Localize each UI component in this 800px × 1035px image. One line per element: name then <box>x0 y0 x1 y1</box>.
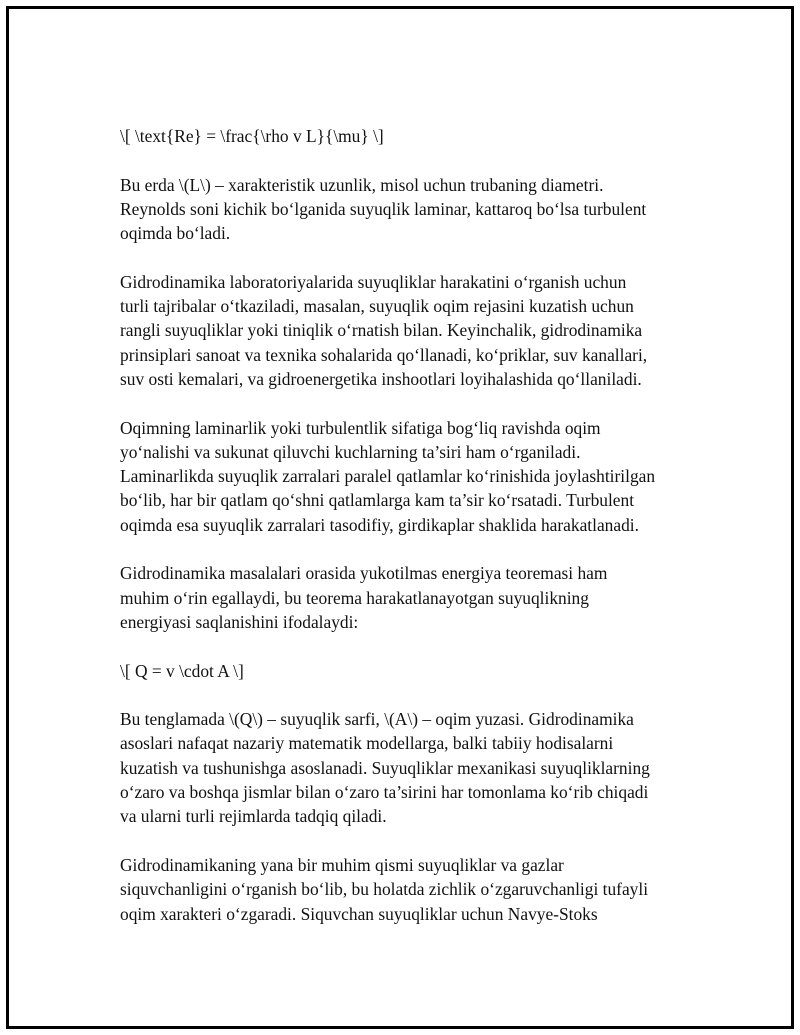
text-line: Oqimning laminarlik yoki turbulentlik sifatiga bog‘liq ravishda oqim <box>120 417 601 438</box>
paragraph-energy-theorem <box>120 561 700 634</box>
text-line: yo‘nalishi va sukunat qiluvchi kuchlarning ta’siri ham o‘rganiladi. <box>120 441 581 462</box>
paragraph-flow-rate-explanation <box>120 707 700 828</box>
text-line: muhim o‘rin egallaydi, bu teorema harakatlanayotgan suyuqlikning <box>120 587 589 608</box>
text-line: siquvchanligini o‘rganish bo‘lib, bu holatda zichlik o‘zgaruvchanligi tufayli <box>120 879 649 900</box>
text-line: oqimda bo‘ladi. <box>120 223 231 244</box>
text-line: kuzatish va tushunishga asoslanadi. Suyuqliklar mexanikasi suyuqliklarning <box>120 757 650 778</box>
text-line: Bu tenglamada \(Q\) – suyuqlik sarfi, \(A\) – oqim yuzasi. Gidrodinamika <box>120 709 634 730</box>
text-line: Laminarlikda suyuqlik zarralari paralel qatlamlar ko‘rinishida joylashtirilgan <box>120 466 656 487</box>
paragraph-compressibility <box>120 853 700 926</box>
text-line: Gidrodinamika laboratoriyalarida suyuqliklar harakatini o‘rganish uchun <box>120 271 627 292</box>
text-line: Gidrodinamikaning yana bir muhim qismi suyuqliklar va gazlar <box>120 854 564 875</box>
text-line: Gidrodinamika masalalari orasida yukotilmas energiya teoremasi ham <box>120 563 608 584</box>
document-body <box>120 124 700 950</box>
text-line: energiyasi saqlanishini ifodalaydi: <box>120 611 359 632</box>
paragraph-flow-regimes <box>120 416 700 537</box>
text-line: prinsiplari sanoat va texnika sohalarida qo‘llanadi, ko‘priklar, suv kanallari, <box>120 344 648 365</box>
text-line: va ularni turli rejimlarda tadqiq qiladi. <box>120 806 387 827</box>
paragraph-reynolds-explanation <box>120 173 700 246</box>
text-line: bo‘lib, har bir qatlam qo‘shni qatlamlarga kam ta’sir ko‘rsatadi. Turbulent <box>120 490 635 511</box>
text-line: suv osti kemalari, va gidroenergetika inshootlari loyihalashida qo‘llaniladi. <box>120 368 642 389</box>
text-line: \[ \text{Re} = \frac{\rho v L}{\mu} \] <box>120 126 384 146</box>
formula-reynolds <box>120 124 700 148</box>
formula-flow-rate <box>120 659 700 683</box>
text-line: asoslari nafaqat nazariy matematik modellarga, balki tabiiy hodisalarni <box>120 733 614 754</box>
text-line: \[ Q = v \cdot A \] <box>120 660 244 681</box>
document-page <box>6 6 794 1029</box>
text-line: rangli suyuqliklar yoki tiniqlik o‘rnatish bilan. Keyinchalik, gidrodinamika <box>120 320 643 341</box>
text-line: turli tajribalar o‘tkaziladi, masalan, suyuqlik oqim rejasini kuzatish uchun <box>120 296 634 317</box>
text-line: o‘zaro va boshqa jismlar bilan o‘zaro ta’sirini har tomonlama ko‘rib chiqadi <box>120 782 649 803</box>
text-line: Bu erda \(L\) – xarakteristik uzunlik, misol uchun trubaning diametri. <box>120 174 604 195</box>
text-line: oqim xarakteri o‘zgaradi. Siquvchan suyuqliklar uchun Navye-Stoks <box>120 903 598 924</box>
text-line: oqimda esa suyuqlik zarralari tasodifiy, girdikaplar shaklida harakatlanadi. <box>120 514 639 535</box>
paragraph-laboratories <box>120 270 700 391</box>
text-line: Reynolds soni kichik bo‘lganida suyuqlik laminar, kattaroq bo‘lsa turbulent <box>120 198 647 219</box>
